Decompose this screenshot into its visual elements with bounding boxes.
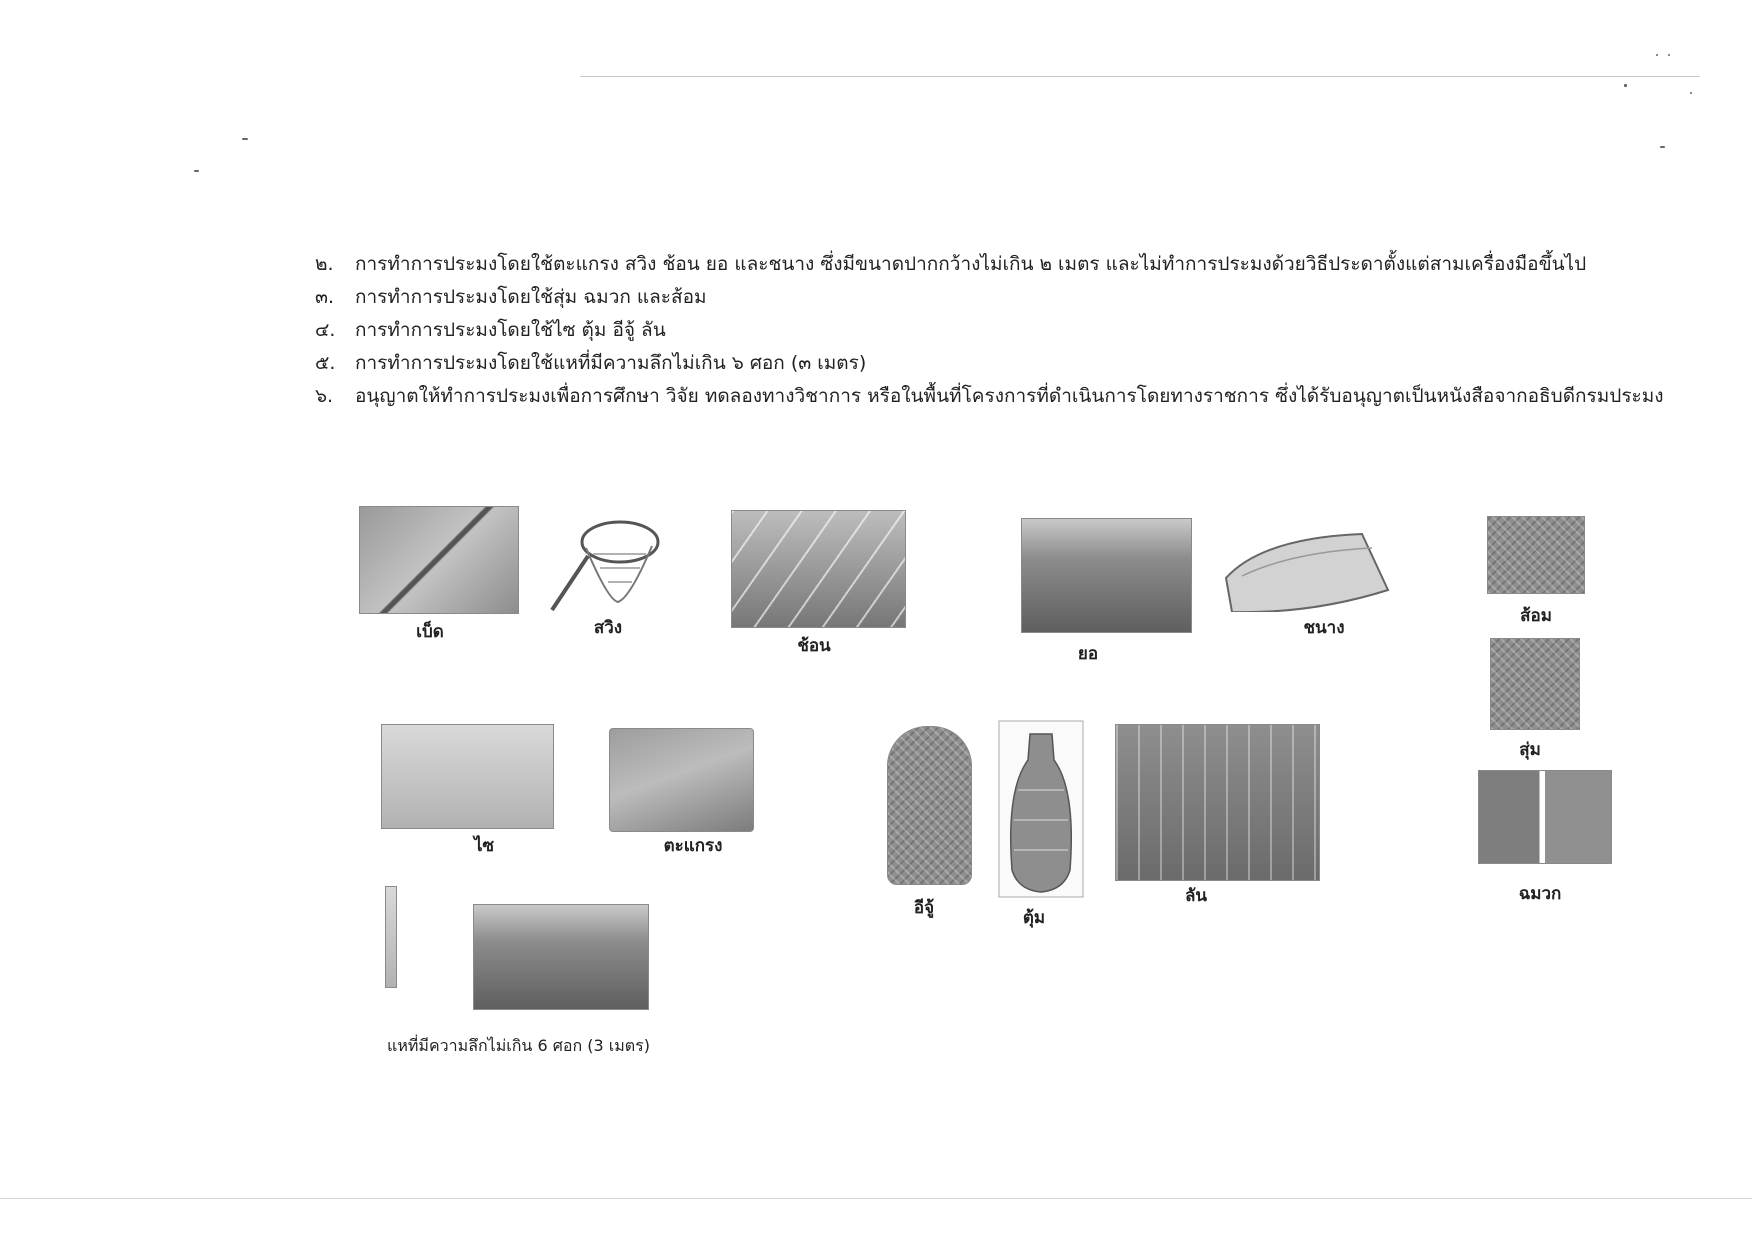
scan-speck: [1624, 84, 1627, 87]
caption-bet: เบ็ด: [416, 622, 444, 642]
push-net-drawing: [1222, 528, 1390, 612]
tum-trap-drawing: [998, 720, 1084, 898]
fish-cover-trap-photo: [1490, 638, 1580, 730]
top-rule: [580, 76, 1700, 77]
scan-speck: [1668, 54, 1670, 56]
item-number: ๔.: [315, 319, 336, 341]
list-item: [315, 248, 1675, 281]
caption-sum: สุ่ม: [1519, 740, 1541, 760]
list-item: [315, 281, 1675, 314]
scan-speck: [1690, 92, 1692, 94]
caption-som: ส้อม: [1520, 606, 1552, 626]
caption-takraeng: ตะแกรง: [663, 836, 723, 856]
caption-yo: ยอ: [1077, 644, 1099, 664]
lan-trap-photo: [1115, 724, 1320, 881]
item-number: ๒.: [315, 253, 334, 275]
fish-spear-photo: [1487, 516, 1585, 594]
fishing-rod-photo: [359, 506, 519, 614]
caption-sawing: สวิง: [593, 618, 623, 638]
eel-trap-photo: [887, 726, 972, 885]
scoop-net-photo: [731, 510, 906, 628]
scan-speck: [194, 170, 199, 172]
caption-chon: ช้อน: [797, 636, 831, 656]
item-text: การทำการประมงโดยใช้ตะแกรง สวิง ช้อน ยอ และชนาง ซึ่งมีขนาดปากกว้างไม่เกิน ๒ เมตร และไม่ทำการประมงด้วยวิธีประดาตั้งแต่สามเครื่องมือขึ้นไป: [355, 253, 1587, 275]
list-item: [315, 314, 1675, 347]
list-item: [315, 380, 1675, 413]
regulation-list: [315, 248, 1675, 413]
item-text: การทำการประมงโดยใช้สุ่ม ฉมวก และส้อม: [355, 286, 707, 308]
caption-chamuak: ฉมวก: [1518, 884, 1562, 904]
scan-speck: [242, 138, 248, 140]
caption-hae: แหที่มีความลึกไม่เกิน 6 ศอก (3 เมตร): [387, 1036, 650, 1055]
item-number: ๕.: [315, 352, 336, 374]
list-item: [315, 347, 1675, 380]
item-number: ๖.: [315, 385, 334, 407]
fish-trap-sai-photo: [381, 724, 554, 829]
item-text: การทำการประมงโดยใช้แหที่มีความลึกไม่เกิน ๖ ศอก (๓ เมตร): [355, 352, 867, 374]
caption-lan: ลัน: [1184, 886, 1208, 906]
caption-chanang: ชนาง: [1303, 618, 1345, 638]
lift-net-photo: [1021, 518, 1192, 633]
caption-tum: ตุ้ม: [1022, 908, 1046, 928]
item-number: ๓.: [315, 286, 335, 308]
cast-net-strip-photo: [385, 886, 397, 988]
scan-speck: [1660, 146, 1665, 148]
harpoon-photo: [1478, 770, 1612, 864]
item-text: อนุญาตให้ทำการประมงเพื่อการศึกษา วิจัย ทดลองทางวิชาการ หรือในพื้นที่โครงการที่ดำเนินการโดยทางราชการ ซึ่งได้รับอนุญาตเป็นหนังสือจากอธิบดีกรมประมง: [355, 385, 1664, 407]
hand-net-drawing: [548, 510, 674, 614]
sieve-photo: [609, 728, 754, 832]
caption-sai: ไซ: [473, 836, 495, 856]
bottom-rule: [0, 1198, 1752, 1199]
cast-net-photo: [473, 904, 649, 1010]
item-text: การทำการประมงโดยใช้ไซ ตุ้ม อีจู้ ลัน: [355, 319, 666, 341]
caption-iju: อีจู้: [913, 898, 935, 918]
scan-speck: [1656, 54, 1658, 56]
